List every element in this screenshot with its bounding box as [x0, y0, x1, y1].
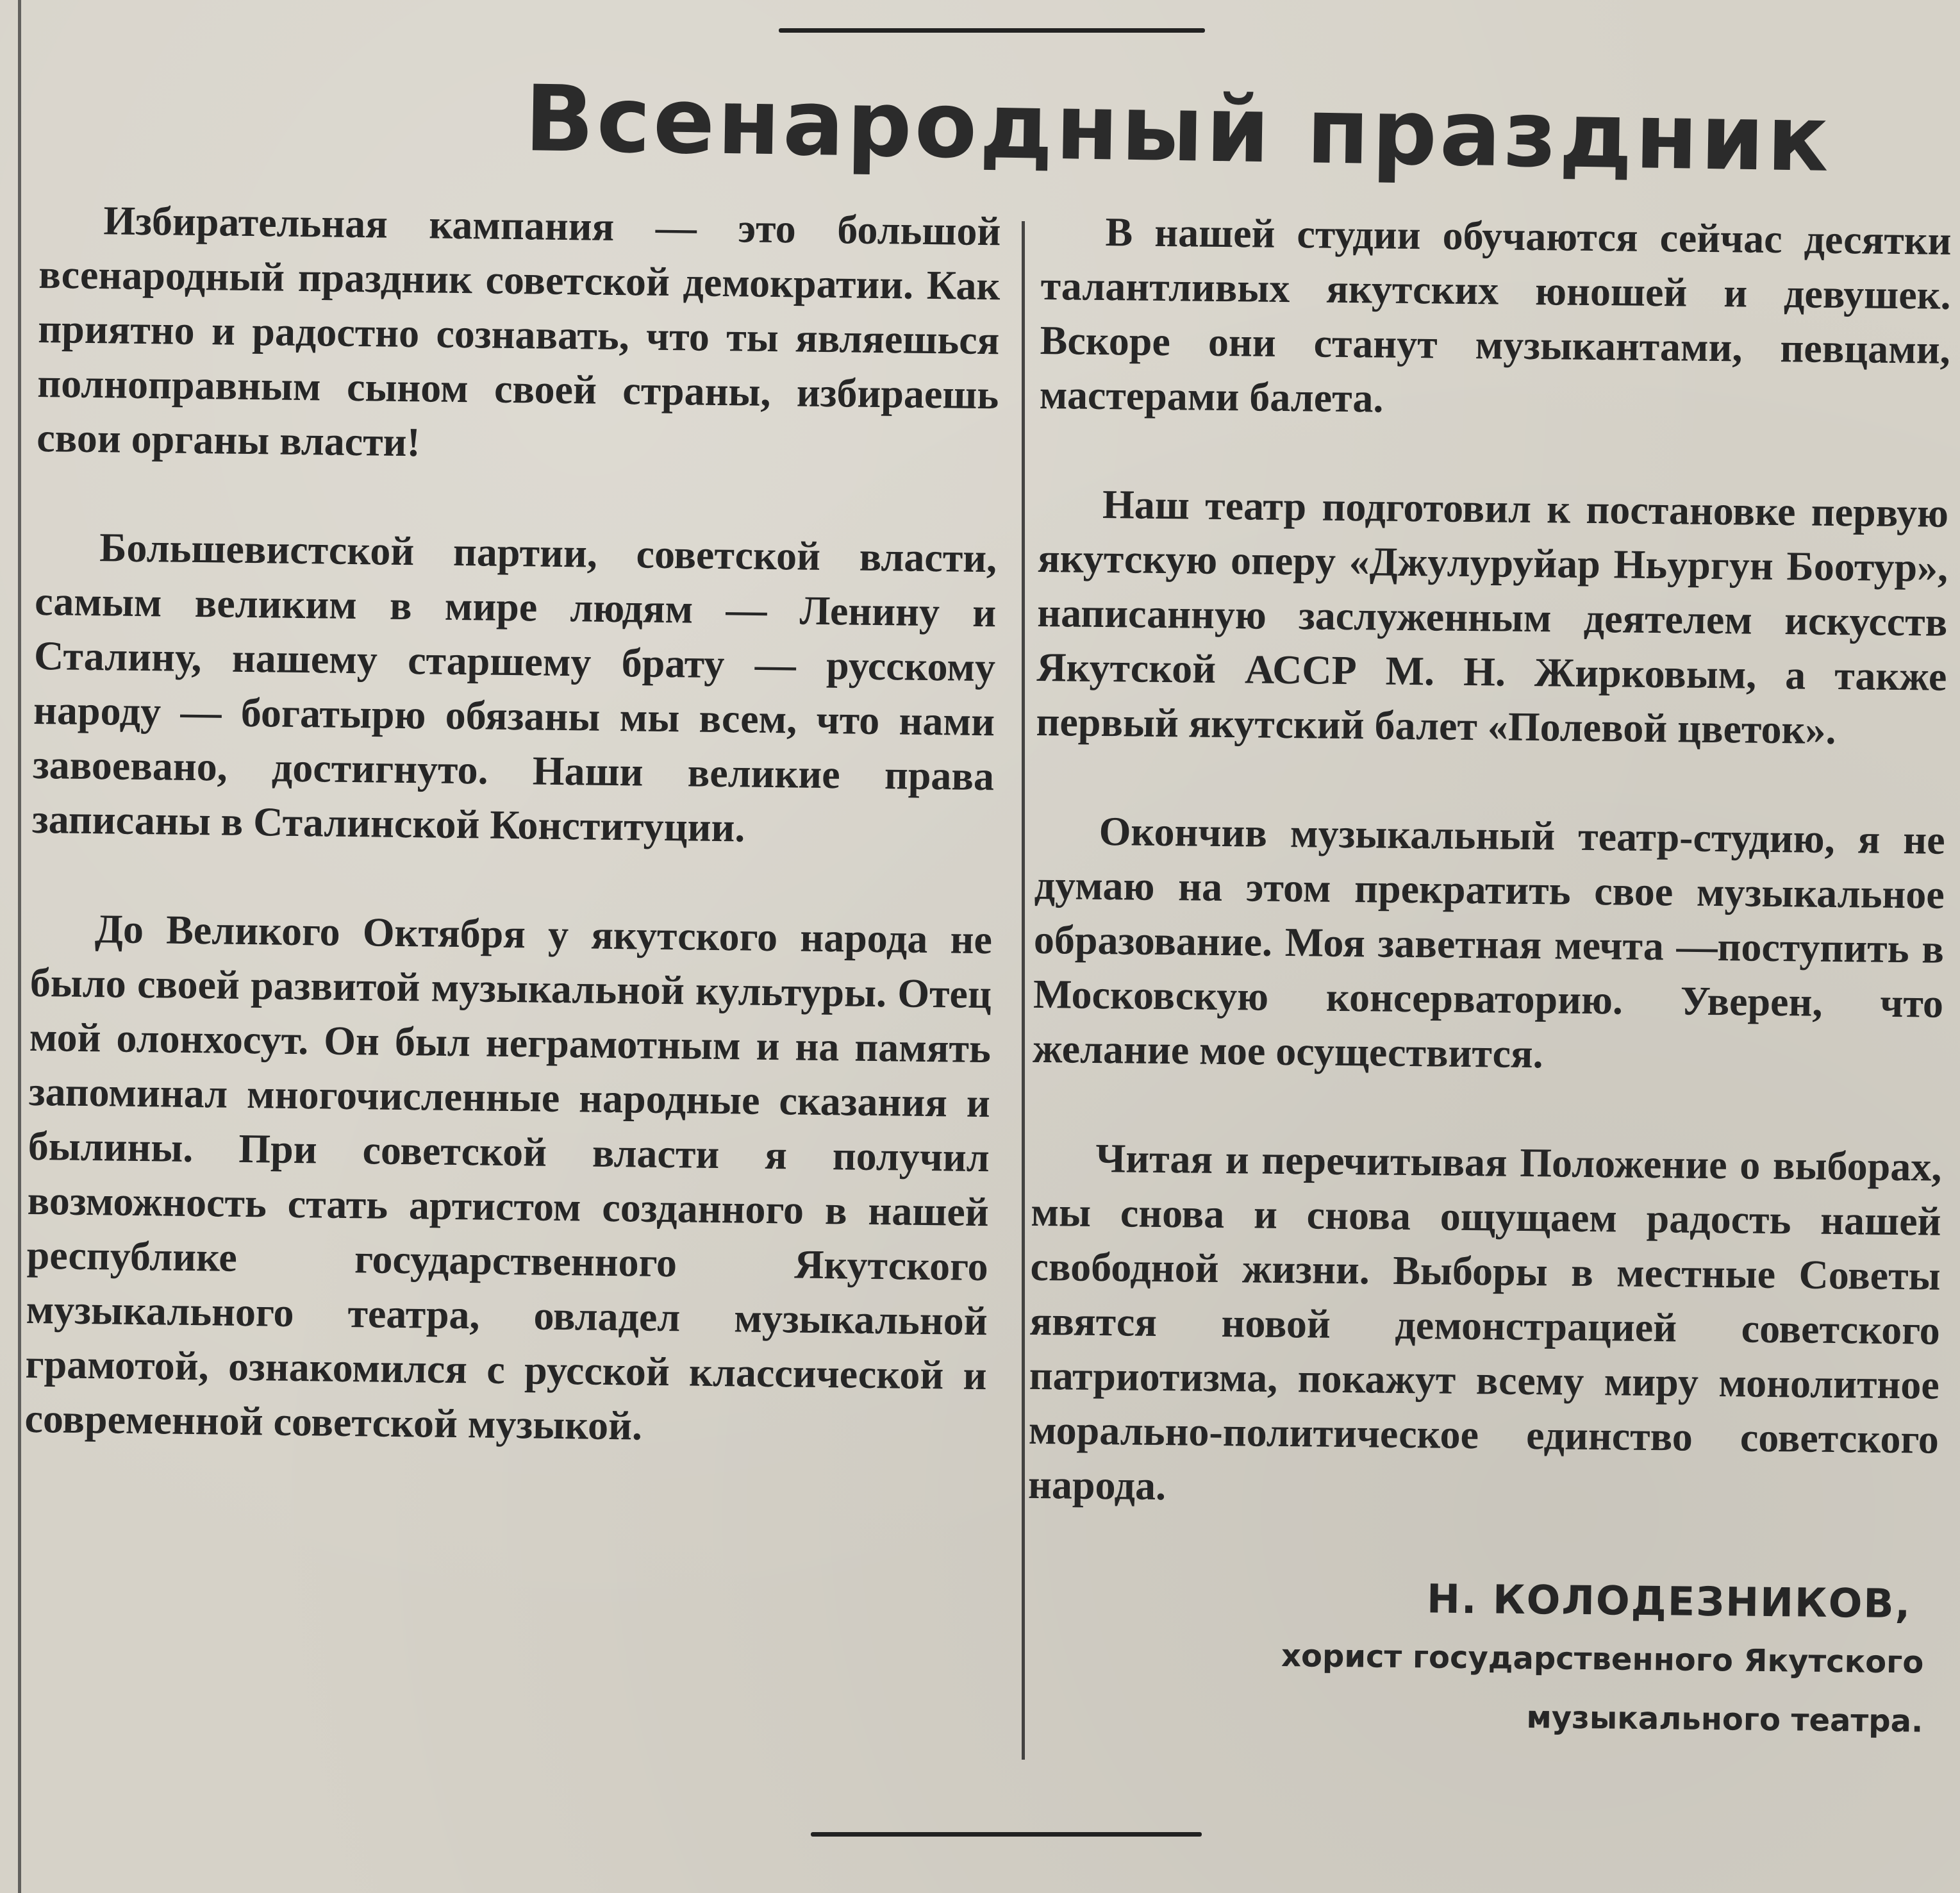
- column-divider: [1022, 221, 1025, 1760]
- left-paragraph-2: Большевистской партии, советской власти, самым великим в мире людям — Ленину и Сталину, нашему старшему брату — русскому народу — богатырю обязаны мы всем, что нами завоевано, достигнуто. Наши великие права записаны в Сталинской Конституции.: [31, 524, 997, 851]
- article-headline: Всенародный праздник: [524, 65, 1832, 193]
- right-column: [1026, 204, 1952, 1751]
- right-paragraph-4: Читая и перечитывая Положение о выборах, мы снова и снова ощущаем радость нашей свободной жизни. Выборы в местные Советы явятся новой демонстрацией советского патриотизма, покажут всему миру монолитное морально-политическое единство советского народа.: [1027, 1135, 1942, 1509]
- top-separator-rule: [779, 28, 1205, 33]
- author-name: Н. КОЛОДЕЗНИКОВ,: [1426, 1575, 1912, 1628]
- author-role: хорист государственного Якутского музыкального театра.: [1281, 1638, 1924, 1740]
- left-paragraph-3: До Великого Октября у якутского народа не было своей развитой музыкальной культуры. Отец мой олонхосут. Он был неграмотным и на память запоминал многочисленные народные сказания и былины. При советской власти я получил возможность стать артистом созданного в нашей республике государственного Якутского музыкального театра, овладел музыкальной грамотой, ознакомился с русской классической и современной советской музыкой.: [24, 906, 993, 1449]
- right-paragraph-2: Наш театр подготовил к постановке первую якутскую оперу «Джулуруйар Ньургун Боотур», написанную заслуженным деятелем искусств Якутской АССР М. Н. Жирковым, а также первый якутский балет «Полевой цветок».: [1036, 481, 1949, 753]
- bottom-separator-rule: [811, 1832, 1202, 1837]
- author-signature: [1026, 1566, 1938, 1751]
- left-column: [24, 192, 1001, 1512]
- right-paragraph-3: Окончив музыкальный театр-студию, я не думаю на этом прекратить свое музыкальное образование. Моя заветная мечта —поступить в Московскую консерваторию. Уверен, что желание мое осуществится.: [1032, 808, 1946, 1077]
- right-paragraph-1: В нашей студии обучаются сейчас десятки талантливых якутских юношей и девушек. Вскоре они станут музыкантами, певцами, мастерами балета.: [1039, 209, 1952, 421]
- page-edge-rule: [18, 0, 21, 1893]
- left-paragraph-1: Избирательная кампания — это большой всенародный праздник советской демократии. Как приятно и радостно сознавать, что ты являешься полноправным сыном своей страны, избираешь свои органы власти!: [36, 197, 1001, 465]
